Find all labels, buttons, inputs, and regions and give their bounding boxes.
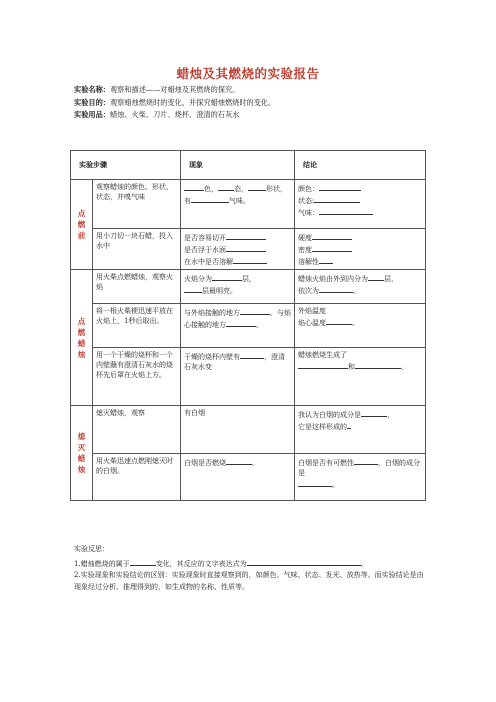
table-row xyxy=(71,348,426,406)
text: 层， xyxy=(242,275,256,283)
blank-field[interactable] xyxy=(314,194,360,203)
text: 。 xyxy=(256,321,263,329)
blank-field[interactable] xyxy=(312,231,352,240)
step-cell: 用火柴迅速点燃刚熄灭时的白烟。 xyxy=(93,454,181,501)
text: 依次为 xyxy=(298,287,319,295)
group-char: 蜡 xyxy=(77,338,86,348)
step-cell: 用一个干燥的烧杯和一个内壁蘸有澄清石灰水的烧杯先后罩在火焰上方。 xyxy=(93,348,181,406)
phenomenon-cell xyxy=(181,348,295,406)
conclusion-cell xyxy=(295,304,426,348)
reflection-line-1 xyxy=(74,557,426,571)
text: 层最明亮。 xyxy=(202,287,237,295)
meta-name-line xyxy=(74,84,275,97)
text: 和 xyxy=(348,363,355,371)
text: 密度 xyxy=(298,246,312,254)
step-cell: 用小刀切一块石蜡，投入水中 xyxy=(93,229,181,270)
group-char: 烛 xyxy=(77,465,86,474)
blank-field[interactable] xyxy=(347,420,351,429)
phenomenon-cell xyxy=(181,304,295,348)
group-char: 点 xyxy=(77,316,86,326)
conclusion-cell xyxy=(295,454,426,501)
blank-field[interactable] xyxy=(326,316,352,325)
text: 气味。 xyxy=(229,197,250,205)
header-steps: 实验步骤 xyxy=(71,151,181,180)
blank-field[interactable] xyxy=(212,272,242,281)
text: 。 xyxy=(352,319,359,327)
text: 。 xyxy=(332,481,339,489)
text: 焰心温度 xyxy=(298,319,326,327)
group-char: 蜡 xyxy=(77,454,86,463)
text: ，澄清石灰水变 xyxy=(184,353,285,371)
blank-field[interactable] xyxy=(319,206,373,215)
text: 。 xyxy=(252,459,259,467)
meta-label: 实验用品： xyxy=(74,110,110,119)
blank-field[interactable] xyxy=(226,243,266,252)
text: 蜡烛燃烧生成了 xyxy=(298,351,347,359)
blank-field[interactable] xyxy=(226,231,266,240)
group-char: 燃 xyxy=(77,220,86,229)
conclusion-cell xyxy=(295,348,426,406)
text: 形状，有 xyxy=(184,185,287,205)
table-row xyxy=(71,229,426,270)
blank-field[interactable] xyxy=(240,350,264,359)
blank-field[interactable] xyxy=(247,557,361,566)
text: ，与焰心接触的地方 xyxy=(184,309,291,329)
blank-field[interactable] xyxy=(184,182,204,191)
text: 在水中是否溶解 xyxy=(184,258,233,266)
header-conclusion: 结论 xyxy=(295,151,426,180)
blank-field[interactable] xyxy=(355,360,401,369)
conclusion-cell xyxy=(295,229,426,270)
group-char: 灭 xyxy=(77,443,86,452)
text: 。 xyxy=(360,559,368,568)
blank-field[interactable] xyxy=(226,456,252,465)
blank-field[interactable] xyxy=(319,284,353,293)
blank-field[interactable] xyxy=(361,408,387,417)
text: ， xyxy=(387,411,394,419)
blank-field[interactable] xyxy=(319,182,361,191)
blank-field[interactable] xyxy=(218,182,234,191)
table-row xyxy=(71,304,426,348)
phenomenon-cell xyxy=(181,406,295,454)
reflection-title: 实验反思： xyxy=(74,545,109,553)
reflection-line-2: 2.实验现象和实验结论的区别：实验现象时直接观察到的，如颜色、气味、状态、发光、放热等。而实验结论是由现象经过分析、推理得到的，如生成物的名称、性质等。 xyxy=(74,571,424,591)
conclusion-cell xyxy=(295,180,426,229)
text: 干燥的烧杯内壁有 xyxy=(184,353,240,361)
reflection-section xyxy=(74,544,426,593)
text: 它是这样形成的 xyxy=(298,423,347,431)
phenomenon-cell xyxy=(181,180,295,229)
table-header-row xyxy=(71,151,426,180)
experiment-table xyxy=(70,150,426,501)
text: 白烟是否有可燃性 xyxy=(298,459,354,467)
text: 是否浮于水面 xyxy=(184,246,226,254)
table-row xyxy=(71,180,426,229)
meta-purpose-line xyxy=(74,97,275,110)
text: ，白烟的成分是 xyxy=(298,459,420,477)
blank-field[interactable] xyxy=(298,478,332,487)
text: 火焰分为 xyxy=(184,275,212,283)
blank-field[interactable] xyxy=(184,284,202,293)
text: 溶解性 xyxy=(298,258,319,266)
text: 是否容易切开 xyxy=(184,234,226,242)
step-cell: 熄灭蜡烛，观察 xyxy=(93,406,181,454)
group-label-extinguish xyxy=(71,406,93,501)
text: 有白烟 xyxy=(184,409,205,417)
meta-value: 观察蜡烛燃烧时的变化，并探究蜡烛燃烧时的变化。 xyxy=(109,97,276,107)
blank-field[interactable] xyxy=(226,318,256,327)
text: 白烟是否燃烧 xyxy=(184,459,226,467)
meta-value: 观察和描述——对蜡烛及其燃烧的探究。 xyxy=(109,85,240,94)
text: 变化，其反应的文字表达式为 xyxy=(155,559,247,568)
step-cell: 用火柴点燃蜡烛，观察火焰 xyxy=(93,270,181,304)
group-label-before-lighting xyxy=(71,180,93,270)
step-cell: 将一根火柴梗迅速平放在火焰上，1秒后取出。 xyxy=(93,304,181,348)
text: 1.蜡烛燃烧的属于 xyxy=(74,559,130,568)
blank-field[interactable] xyxy=(298,360,348,369)
step-cell: 观察蜡烛的颜色、形状、状态，并嗅气味 xyxy=(93,180,181,229)
phenomenon-cell xyxy=(181,454,295,501)
blank-field[interactable] xyxy=(233,255,267,264)
group-char: 烛 xyxy=(77,349,86,359)
group-label-lit-candle xyxy=(71,270,93,406)
meta-label: 实验名称： xyxy=(74,85,110,94)
text: 外焰温度 xyxy=(298,307,326,315)
text: 我认为白烟的成分是 xyxy=(298,411,361,419)
blank-field[interactable] xyxy=(312,243,352,252)
text: 态， xyxy=(234,185,248,193)
text: 颜色： xyxy=(298,185,319,193)
text: 状态: xyxy=(298,197,315,205)
document-title: 蜡烛及其燃烧的实验报告 xyxy=(176,66,320,81)
group-char: 熄 xyxy=(77,432,86,441)
blank-field[interactable] xyxy=(248,182,266,191)
phenomenon-cell xyxy=(181,229,295,270)
text: 。 xyxy=(353,287,360,295)
text: 蜡烛火焰由外到内分为 xyxy=(298,275,368,283)
blank-field[interactable] xyxy=(191,194,229,203)
conclusion-cell xyxy=(295,406,426,454)
group-char: 前 xyxy=(77,231,86,240)
text: 层， xyxy=(384,275,398,283)
blank-field[interactable] xyxy=(368,272,384,281)
text: 硬度 xyxy=(298,234,312,242)
blank-field[interactable] xyxy=(354,456,378,465)
phenomenon-cell xyxy=(181,270,295,304)
text: 气味： xyxy=(298,209,319,217)
text: 色， xyxy=(204,185,218,193)
text: 。 xyxy=(401,363,408,371)
table-row xyxy=(71,454,426,501)
blank-field[interactable] xyxy=(130,557,156,566)
table-row xyxy=(71,406,426,454)
experiment-meta xyxy=(74,84,275,122)
header-phenomena: 现象 xyxy=(181,151,295,180)
table-row xyxy=(71,270,426,304)
blank-field[interactable] xyxy=(240,306,270,315)
text: 与外焰接触的地方 xyxy=(184,309,240,317)
group-char: 点 xyxy=(77,209,86,218)
meta-value: 蜡烛、火柴、刀片、烧杯、澄清的石灰水 xyxy=(109,110,240,119)
conclusion-cell xyxy=(295,270,426,304)
blank-field[interactable] xyxy=(319,255,333,264)
meta-materials-line xyxy=(74,109,275,122)
group-char: 燃 xyxy=(77,327,86,337)
meta-label: 实验目的： xyxy=(74,97,110,107)
